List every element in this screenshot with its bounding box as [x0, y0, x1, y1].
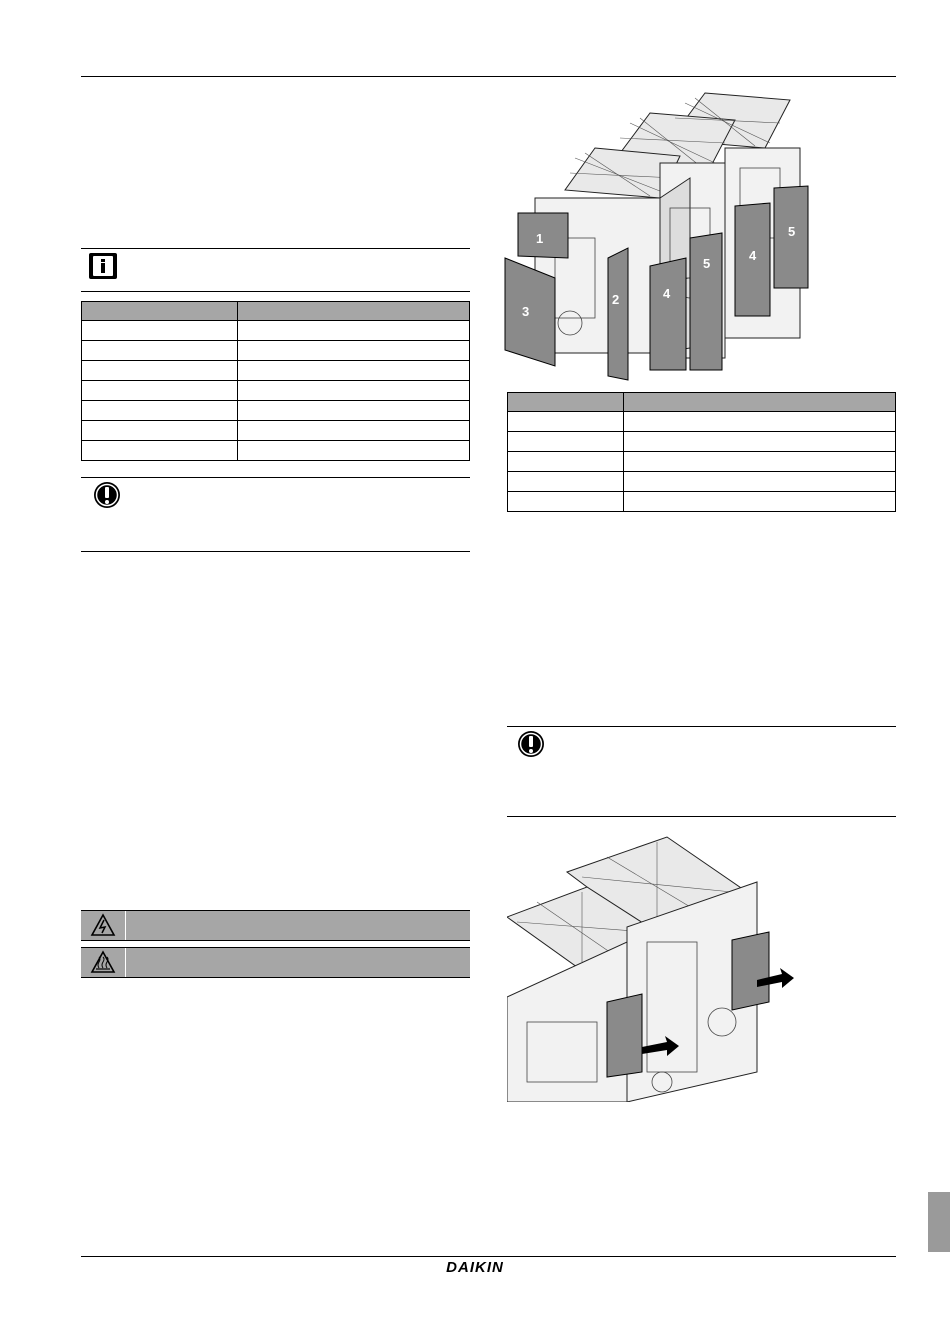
table-row [508, 412, 896, 432]
banner-icon-cell [81, 911, 126, 940]
panel-label: 1 [536, 231, 544, 246]
daikin-logo: DAIKIN [446, 1259, 504, 1276]
table-row [508, 472, 896, 492]
table-row [82, 421, 470, 441]
info-note-bottom-rule [81, 291, 470, 292]
exclamation-icon [517, 730, 545, 758]
banner-icon-cell [81, 948, 126, 977]
header-rule [81, 76, 896, 77]
table-row [82, 341, 470, 361]
table-header-row [508, 393, 896, 412]
panel-label: 5 [788, 224, 796, 239]
panel-removal-figure [507, 822, 807, 1102]
panel-label: 4 [749, 248, 757, 263]
table-row [508, 492, 896, 512]
table-row [82, 381, 470, 401]
table-row [82, 321, 470, 341]
panel-label: 4 [663, 286, 671, 301]
info-note-top-rule [81, 248, 470, 249]
panel-label: 5 [703, 256, 711, 271]
notice-top-rule [507, 726, 896, 727]
table-row [82, 401, 470, 421]
hot-surface-banner [81, 947, 470, 978]
table-row [82, 361, 470, 381]
table-header-row [82, 302, 470, 321]
electric-warning-banner [81, 910, 470, 941]
left-table [81, 301, 470, 461]
notice-top-rule [81, 477, 470, 478]
electric-warning-icon [81, 911, 125, 940]
footer-rule [81, 1256, 896, 1257]
hot-surface-icon [81, 948, 125, 977]
table-row [508, 432, 896, 452]
panel-label: 3 [522, 304, 530, 319]
info-icon [88, 252, 118, 280]
panel-label: 2 [612, 292, 620, 307]
exclamation-icon [93, 481, 121, 509]
outdoor-unit-panels-figure [500, 88, 830, 383]
table-row [82, 441, 470, 461]
notice-bottom-rule [81, 551, 470, 552]
table-row [508, 452, 896, 472]
section-tab-marker [928, 1192, 950, 1252]
notice-bottom-rule [507, 816, 896, 817]
right-table [507, 392, 896, 512]
